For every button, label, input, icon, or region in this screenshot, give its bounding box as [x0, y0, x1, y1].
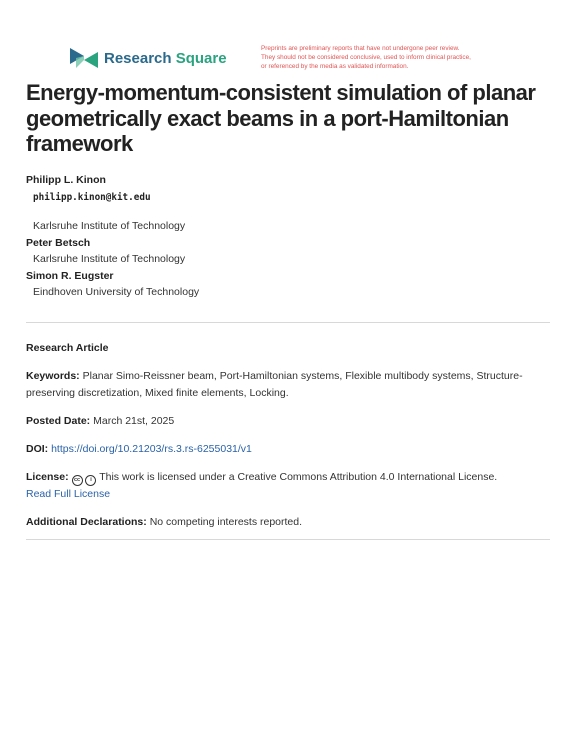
author-affiliation: Eindhoven University of Technology	[33, 286, 200, 298]
logo-word-square: Square	[175, 49, 227, 67]
keywords-label: Keywords:	[26, 370, 80, 382]
doi-link[interactable]: https://doi.org/10.21203/rs.3.rs-6255031/v1	[51, 443, 252, 455]
declarations-value: No competing interests reported.	[149, 516, 303, 528]
research-square-logo-icon	[70, 46, 98, 70]
divider	[26, 539, 550, 540]
disclaimer-line: or referenced by the media as validated information.	[261, 63, 409, 70]
research-square-logo[interactable]	[70, 46, 227, 70]
author-affiliation: Karlsruhe Institute of Technology	[33, 253, 186, 265]
disclaimer-line: They should not be considered conclusive, used to inform clinical practice,	[261, 54, 471, 61]
disclaimer-line: Preprints are preliminary reports that have not undergone peer review.	[261, 45, 460, 52]
declarations-label: Additional Declarations:	[26, 516, 147, 528]
paper-title: Energy-momentum-consistent simulation of planar geometrically exact beams in a port-Hamiltonian framework	[26, 80, 536, 156]
doi-row	[26, 441, 550, 458]
logo-word-research: Research	[104, 49, 172, 67]
author-affiliation: Karlsruhe Institute of Technology	[33, 220, 186, 232]
author-list	[26, 172, 546, 301]
author-name: Simon R. Eugster	[26, 270, 114, 282]
license-text: This work is licensed under a Creative Commons Attribution 4.0 International License.	[99, 471, 498, 483]
license-row	[26, 469, 550, 503]
posted-date-row	[26, 413, 550, 430]
author-email[interactable]: philipp.kinon@kit.edu	[33, 192, 151, 203]
creative-commons-icon: cc	[72, 475, 83, 486]
divider	[26, 322, 550, 323]
article-metadata	[26, 340, 550, 531]
read-full-license-link[interactable]: Read Full License	[26, 488, 111, 500]
logo-wordmark	[104, 50, 227, 67]
page-header	[70, 44, 550, 74]
author-name: Peter Betsch	[26, 237, 91, 249]
declarations-row	[26, 514, 550, 531]
preprint-disclaimer	[261, 44, 561, 71]
attribution-icon: i	[85, 475, 96, 486]
license-label: License:	[26, 471, 69, 483]
keywords-row	[26, 368, 550, 402]
article-type: Research Article	[26, 342, 109, 354]
posted-date-label: Posted Date:	[26, 415, 91, 427]
author-name: Philipp L. Kinon	[26, 174, 106, 186]
doi-label: DOI:	[26, 443, 49, 455]
keywords-text: Planar Simo-Reissner beam, Port-Hamiltonian systems, Flexible multibody systems, Structure-preserving discretization, Mixed finite elements, Locking.	[26, 370, 523, 399]
posted-date-value: March 21st, 2025	[93, 415, 175, 427]
